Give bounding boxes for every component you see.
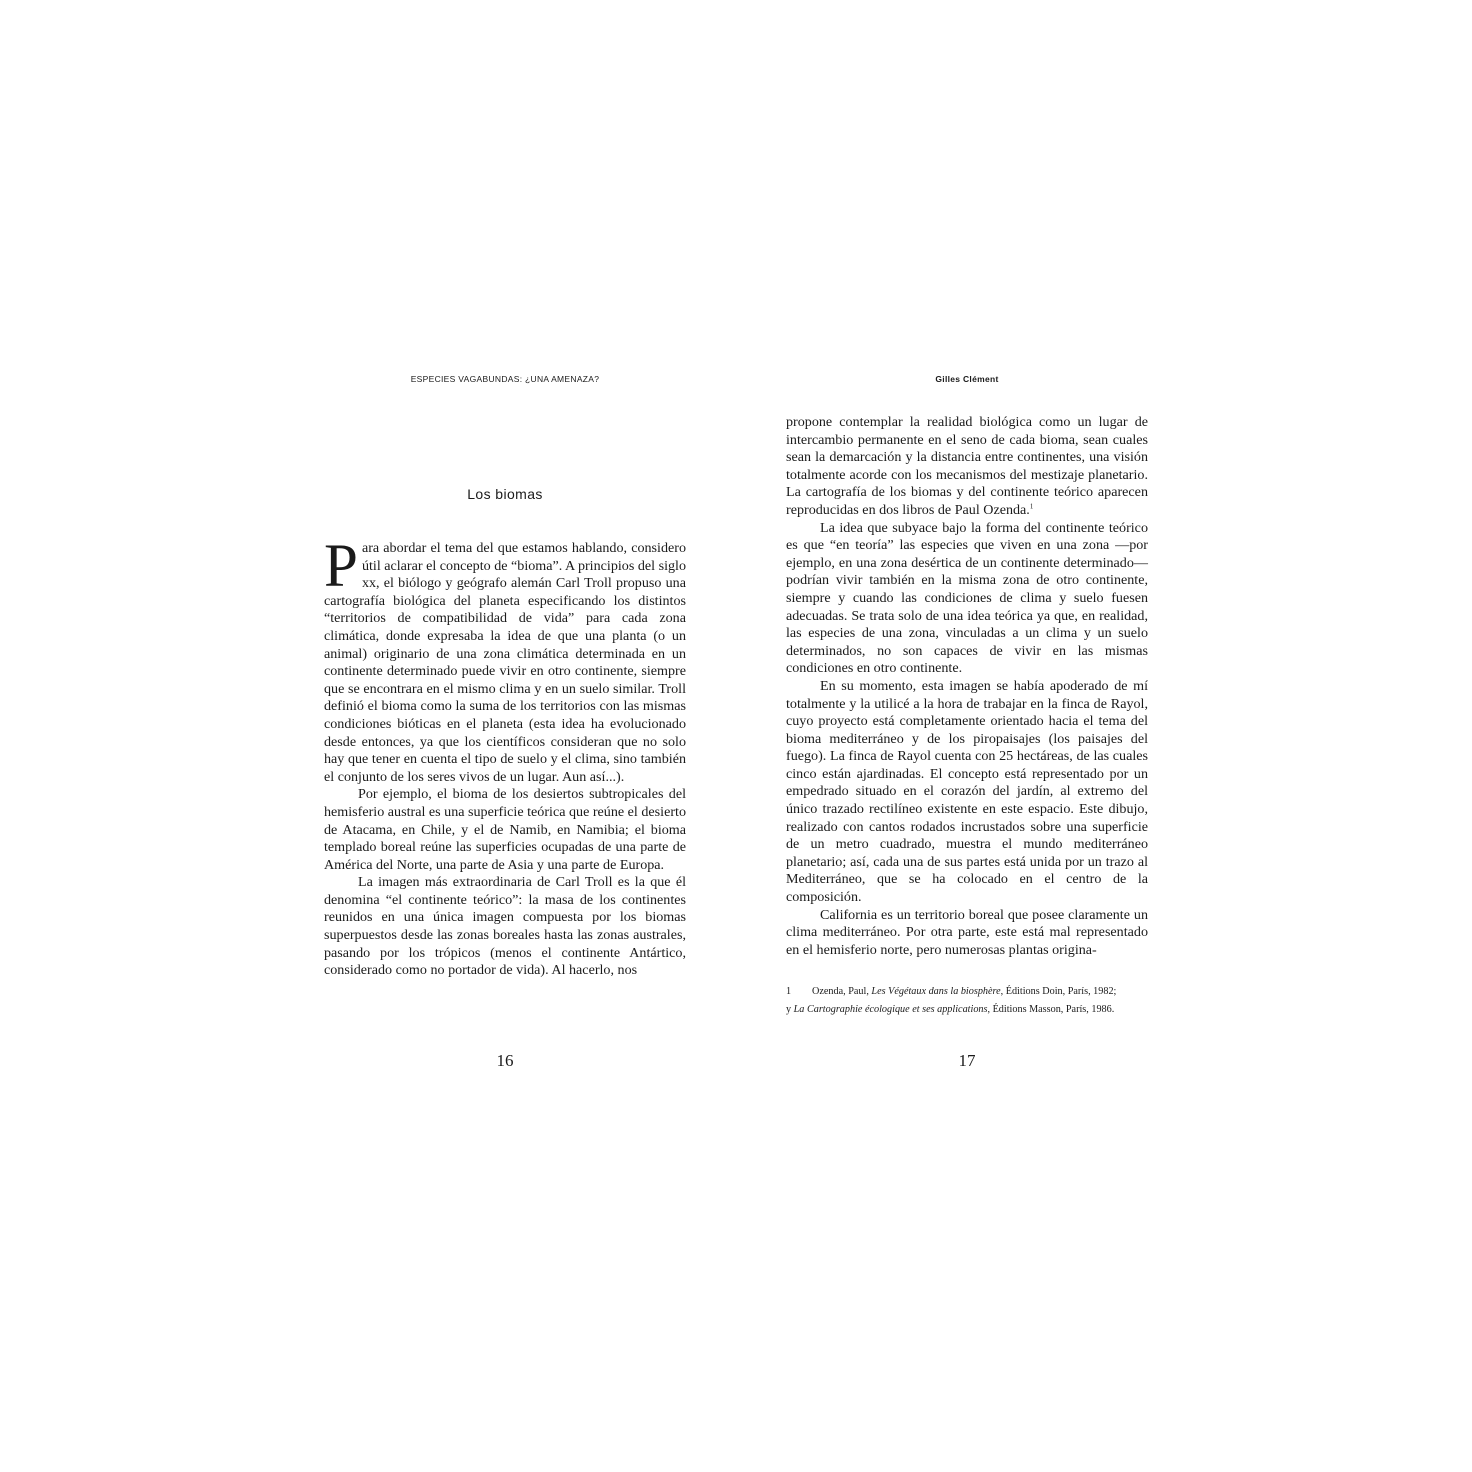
right-page <box>736 0 1472 1472</box>
chapter-title: Los biomas <box>467 486 543 502</box>
footnote-text: , Éditions Masson, París, 1986. <box>987 1003 1115 1015</box>
left-body-text <box>324 533 686 980</box>
footnote-title: La Cartographie écologique et ses applications <box>793 1003 988 1015</box>
footnote-text: Ozenda, Paul, <box>812 986 872 997</box>
footnote-reference: 1 <box>1029 502 1034 511</box>
paragraph: La idea que subyace bajo la forma del continente teórico es que “en teoría” las especies que viven en una zona —por ejemplo, en una zona desértica de un continente determinado— podrían vivir también en la misma zona de otro continente, siempre y cuando las condiciones de clima y suelo fuesen adecuadas. Se trata solo de una idea teórica ya que, en realidad, las especies de una zona, vinculadas a un clima y un suelo determinados, no son capaces de vivir en las mismas condiciones en otro continente. <box>786 519 1148 677</box>
paragraph-text: propone contemplar la realidad biológica como un lugar de intercambio permanente en el seno de cada bioma, sean cuales sean la demarcación y la distancia entre continentes, una visión totalmente acorde con los mecanismos del mestizaje planetario. La cartografía de los biomas y del continente teórico aparecen reproducidas en dos libros de Paul Ozenda. <box>786 414 1148 518</box>
footnote-number: 1 <box>786 986 792 997</box>
page-number-left: 16 <box>496 1051 514 1070</box>
paragraph: La imagen más extraordinaria de Carl Troll es la que él denomina “el continente teórico”: la masa de los continentes reunidos en una única imagen compuesta por los biomas superpuestos desde las zonas boreales hasta las zonas australes, pasando por los trópicos (menos el continente Antártico, considerado como no portador de vida). Al hacerlo, nos <box>324 874 686 979</box>
paragraph: En su momento, esta imagen se había apoderado de mí totalmente y la utilicé a la hora de trabajar en la finca de Rayol, cuyo proyecto está completamente orientado hacia el tema del bioma mediterráneo y de los piropaisajes (los paisajes del fuego). La finca de Rayol cuenta con 25 hectáreas, de las cuales cinco están ajardinadas. El concepto está representado por un empedrado situado en el corazón del jardín, al extremo del único trazado rectilíneo existente en este espacio. Este dibujo, realizado con cantos rodados incrustados sobre una superficie de un metro cuadrado, muestra el mundo mediterráneo planetario; así, cada una de sus partes está unida por un trazo al Mediterráneo, que se ha colocado en el centro de la composición. <box>786 677 1148 906</box>
footnote-text: , Éditions Doin, París, 1982; <box>1000 986 1117 997</box>
footnote-title: Les Végétaux dans la biosphère <box>871 986 1001 997</box>
running-head-left: ESPECIES VAGABUNDAS: ¿UNA AMENAZA? <box>410 374 600 384</box>
footnote <box>786 983 1148 1018</box>
footnote-text: y <box>786 1003 794 1015</box>
running-head-right: Gilles Clément <box>935 374 999 384</box>
page-number-right: 17 <box>958 1051 976 1070</box>
paragraph-text: ara abordar el tema del que estamos hablando, considero útil aclarar el concepto de “bioma”. A principios del siglo xx, el biólogo y geógrafo alemán Carl Troll propuso una cartografía biológica del planeta especificando los distintos “territorios de compatibilidad de vida” para cada zona climática, donde expresaba la idea de que una planta (o un animal) originario de una zona climática determinada en un continente determinado puede vivir en otro continente, siempre que se encontrara en el mismo clima y en un suelo similar. Troll definió el bioma como la suma de los territorios con las mismas condiciones bióticas en el planeta (esta idea ha evolucionado desde entonces, ya que los científicos consideran que no solo hay que tener en cuenta el tipo de suelo y el clima, sino también el conjunto de los seres vivos de un lugar. Aun así...). <box>324 540 686 785</box>
paragraph <box>324 533 686 786</box>
paragraph: California es un territorio boreal que posee claramente un clima mediterráneo. Por otra parte, este está mal representado en el hemisferio norte, pero numerosas plantas origina- <box>786 906 1148 958</box>
paragraph <box>786 414 1148 520</box>
footnotes <box>786 983 1148 1018</box>
paragraph: Por ejemplo, el bioma de los desiertos subtropicales del hemisferio austral es una superficie teórica que reúne el desierto de Atacama, en Chile, y el de Namib, en Namibia; el bioma templado boreal reúne las superficies ocupadas de una parte de América del Norte, una parte de Asia y una parte de Europa. <box>324 786 686 873</box>
right-body-text <box>786 414 1148 959</box>
drop-cap: P <box>324 533 358 600</box>
